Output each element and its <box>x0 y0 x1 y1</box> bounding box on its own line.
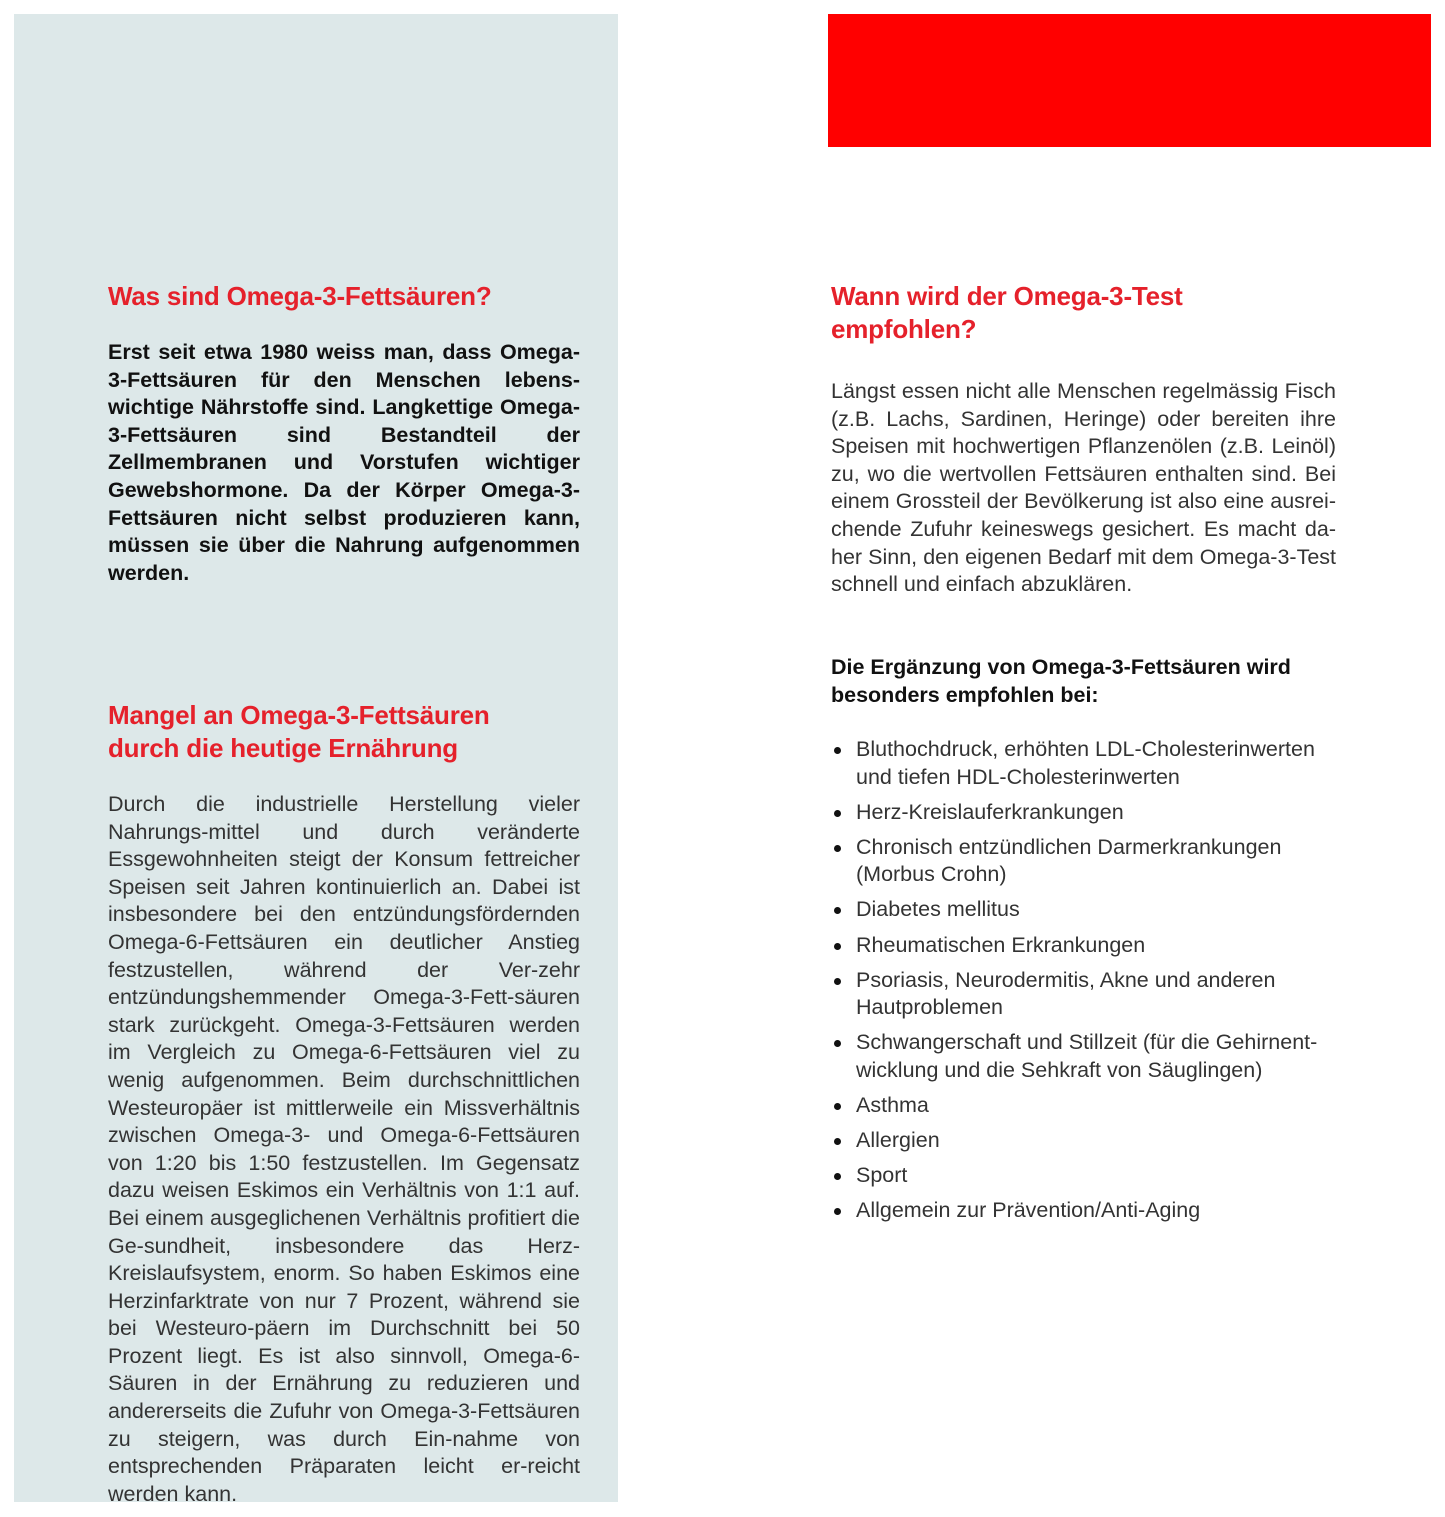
list-item: Herz-Kreislauferkrankungen <box>831 799 1336 827</box>
list-item: Schwangerschaft und Stillzeit (für die Gehirnent-wicklung und die Sehkraft von Säuglingen) <box>831 1029 1336 1084</box>
bullet-icon <box>834 907 841 914</box>
bullet-icon <box>834 1208 841 1215</box>
bullet-icon <box>834 1040 841 1047</box>
bullet-icon <box>834 1103 841 1110</box>
list-item: Sport <box>831 1162 1336 1190</box>
list-item: Psoriasis, Neurodermitis, Akne und anderen Hautproblemen <box>831 967 1336 1022</box>
heading-omega3-deficiency: Mangel an Omega-3-Fettsäuren durch die heutige Ernährung <box>108 700 490 763</box>
list-item: Diabetes mellitus <box>831 896 1336 924</box>
bullet-icon <box>834 747 841 754</box>
list-item: Allgemein zur Prävention/Anti-Aging <box>831 1197 1336 1225</box>
list-item: Asthma <box>831 1092 1336 1120</box>
recommendation-list <box>831 736 1336 1232</box>
list-item: Rheumatischen Erkrankungen <box>831 932 1336 960</box>
paragraph-when-test-recommended: Längst essen nicht alle Menschen regelmässig Fisch (z.B. Lachs, Sardinen, Heringe) oder bereiten ihre Speisen mit hochwertigen Pflanzenölen (z.B. Leinöl) zu, wo die wertvollen Fettsäuren enthalten sind. Bei einem Grossteil der Bevölkerung ist also eine ausrei-chende Zufuhr keineswegs gesichert. Es macht da-her Sinn, den eigenen Bedarf mit dem Omega-3-Test schnell und einfach abzuklären. <box>831 379 1336 597</box>
list-item: Bluthochdruck, erhöhten LDL-Cholesterinwerten und tiefen HDL-Cholesterinwerten <box>831 736 1336 791</box>
bullet-icon <box>834 1138 841 1145</box>
red-banner <box>828 14 1431 147</box>
bullet-icon <box>834 1173 841 1180</box>
bullet-icon <box>834 943 841 950</box>
subheading-recommended-for: Die Ergänzung von Omega-3-Fettsäuren wird besonders empfohlen bei: <box>831 655 1291 707</box>
heading-what-are-omega3: Was sind Omega-3-Fettsäuren? <box>108 281 492 311</box>
bullet-icon <box>834 845 841 852</box>
paragraph-omega3-deficiency: Durch die industrielle Herstellung vieler Nahrungs-mittel und durch veränderte Essgewohnheiten steigt der Konsum fettreicher Speisen seit Jahren kontinuierlich an. Dabei ist insbesondere bei den entzündungsfördernden Omega-6-Fettsäuren ein deutlicher Anstieg festzustellen, während der Ver-zehr entzündungshemmender Omega-3-Fett-säuren stark zurückgeht. Omega-3-Fettsäuren werden im Vergleich zu Omega-6-Fettsäuren viel zu wenig aufgenommen. Beim durchschnittlichen Westeuropäer ist mittlerweile ein Missverhältnis zwischen Omega-3- und Omega-6-Fettsäuren von 1:20 bis 1:50 festzustellen. Im Gegensatz dazu weisen Eskimos ein Verhältnis von 1:1 auf. Bei einem ausgeglichenen Verhältnis profitiert die Ge-sundheit, insbesondere das Herz-Kreislaufsystem, enorm. So haben Eskimos eine Herzinfarktrate von nur 7 Prozent, während sie bei Westeuro-päern im Durchschnitt bei 50 Prozent liegt. Es ist also sinnvoll, Omega-6-Säuren in der Ernährung zu reduzieren und andererseits die Zufuhr von Omega-3-Fettsäuren zu steigern, was durch Ein-nahme von entsprechenden Präparaten leicht er-reicht werden kann. <box>108 792 580 1506</box>
paragraph-what-are-omega3: Erst seit etwa 1980 weiss man, dass Omega-3-Fettsäuren für den Menschen lebens-wichtige Nährstoffe sind. Langkettige Omega-3-Fettsäuren sind Bestandteil der Zellmembranen und Vorstufen wichtiger Gewebshormone. Da der Körper Omega-3-Fettsäuren nicht selbst produzieren kann, müssen sie über die Nahrung aufgenommen werden. <box>108 340 580 585</box>
list-item: Allergien <box>831 1127 1336 1155</box>
bullet-icon <box>834 810 841 817</box>
bullet-icon <box>834 978 841 985</box>
list-item: Chronisch entzündlichen Darmerkrankungen (Morbus Crohn) <box>831 834 1336 889</box>
heading-when-test-recommended: Wann wird der Omega-3-Test empfohlen? <box>831 281 1183 344</box>
